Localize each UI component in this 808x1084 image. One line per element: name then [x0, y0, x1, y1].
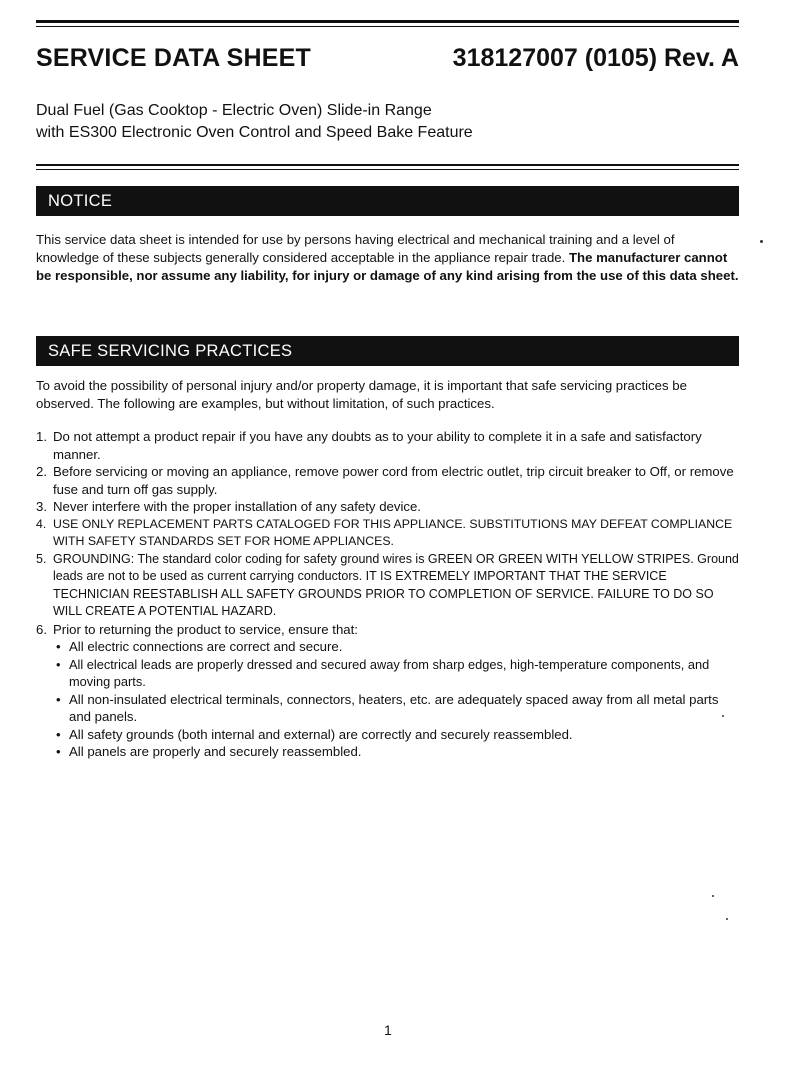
- bullet-text: All safety grounds (both internal and external) are correctly and securely reassembled.: [69, 726, 573, 742]
- scan-speck: [712, 895, 714, 897]
- subtitle-line-1: Dual Fuel (Gas Cooktop - Electric Oven) Slide-in Range: [36, 102, 432, 119]
- safe-practices-intro: To avoid the possibility of personal injury and/or property damage, it is important that safe servicing practices be observed. The following are examples, but without limitation, of such practices.: [36, 378, 687, 411]
- bullet-item: [36, 638, 739, 656]
- top-rule-thick: [36, 20, 739, 23]
- bullet-text: All electric connections are correct and secure.: [69, 639, 343, 654]
- item-text: Do not attempt a product repair if you have any doubts as to your ability to complete it in a safe and satisfactory manner.: [53, 429, 702, 462]
- bullet-dot: •: [56, 639, 61, 654]
- safe-practices-list: [36, 428, 739, 761]
- section-rule-thick: [36, 164, 739, 166]
- page-number: 1: [384, 1022, 392, 1038]
- document-number: 318127007 (0105) Rev. A: [452, 44, 739, 72]
- bullet-item: [36, 726, 739, 744]
- notice-paragraph: [36, 231, 739, 285]
- item-text: Before servicing or moving an appliance, remove power cord from electric outlet, trip circuit breaker to Off, or remove fuse and turn off gas supply.: [53, 464, 734, 497]
- bullet-item: [36, 691, 739, 726]
- item-text: USE ONLY REPLACEMENT PARTS CATALOGED FOR THIS APPLIANCE. SUBSTITUTIONS MAY DEFEAT COMPLIANCE WITH SAFETY STANDARDS SET FOR HOME APPLIANCES.: [53, 516, 733, 548]
- notice-disclaimer: The manufacturer cannot be responsible, nor assume any liability, for injury or damage of any kind arising from the use of this data sheet.: [36, 250, 739, 283]
- item-text: Never interfere with the proper installation of any safety device.: [53, 499, 421, 514]
- subtitle: [36, 100, 473, 144]
- scan-speck: [726, 918, 728, 920]
- bullet-item: [36, 743, 739, 761]
- list-item: [36, 551, 739, 621]
- bullet-text: All electrical leads are properly dressed and secured away from sharp edges, high-temperature components, and moving parts.: [69, 656, 710, 689]
- list-item: [36, 516, 739, 551]
- item-text: Prior to returning the product to service, ensure that:: [53, 621, 358, 637]
- bullet-text: All non-insulated electrical terminals, connectors, heaters, etc. are adequately spaced away from all metal parts and panels.: [69, 691, 719, 724]
- top-rule-thin: [36, 26, 739, 27]
- page-title: SERVICE DATA SHEET: [36, 44, 311, 72]
- bullet-dot: •: [56, 656, 61, 672]
- item-number: 3.: [36, 499, 47, 514]
- item-number: 6.: [36, 621, 47, 637]
- item-number: 2.: [36, 464, 47, 479]
- item-number: 5.: [36, 551, 47, 566]
- title-row: [36, 44, 739, 80]
- list-item: [36, 463, 739, 498]
- bullet-dot: •: [56, 691, 61, 707]
- item-text: GROUNDING: The standard color coding for safety ground wires is GREEN OR GREEN WITH YELLOW STRIPES. Ground leads are not to be used as current carrying conductors. IT IS EXTREMELY IMPORTANT THAT THE SERVICE TECHNICIAN REESTABLISH ALL SAFETY GROUNDS PRIOR TO COMPLETION OF SERVICE. FAILURE TO DO SO WILL CREATE A POTENTIAL HAZARD.: [53, 551, 739, 618]
- notice-text: This service data sheet is intended for use by persons having electrical and mechanical training and a level of knowledge of these subjects generally considered acceptable in the appliance repair trade.: [36, 232, 675, 265]
- bullet-dot: •: [56, 744, 61, 759]
- list-item: [36, 621, 739, 639]
- section-rule-thin: [36, 169, 739, 170]
- list-item: [36, 428, 739, 463]
- item-number: 4.: [36, 516, 47, 531]
- bullet-text: All panels are properly and securely reassembled.: [69, 744, 362, 759]
- notice-heading-bar: NOTICE: [36, 186, 739, 216]
- scan-speck: [722, 715, 724, 717]
- item-number: 1.: [36, 429, 47, 444]
- list-item: [36, 498, 739, 516]
- subtitle-line-2: with ES300 Electronic Oven Control and Speed Bake Feature: [36, 124, 473, 141]
- scan-speck: [760, 240, 763, 243]
- bullet-item: [36, 656, 739, 691]
- safe-practices-heading-bar: SAFE SERVICING PRACTICES: [36, 336, 739, 366]
- bullet-dot: •: [56, 726, 61, 742]
